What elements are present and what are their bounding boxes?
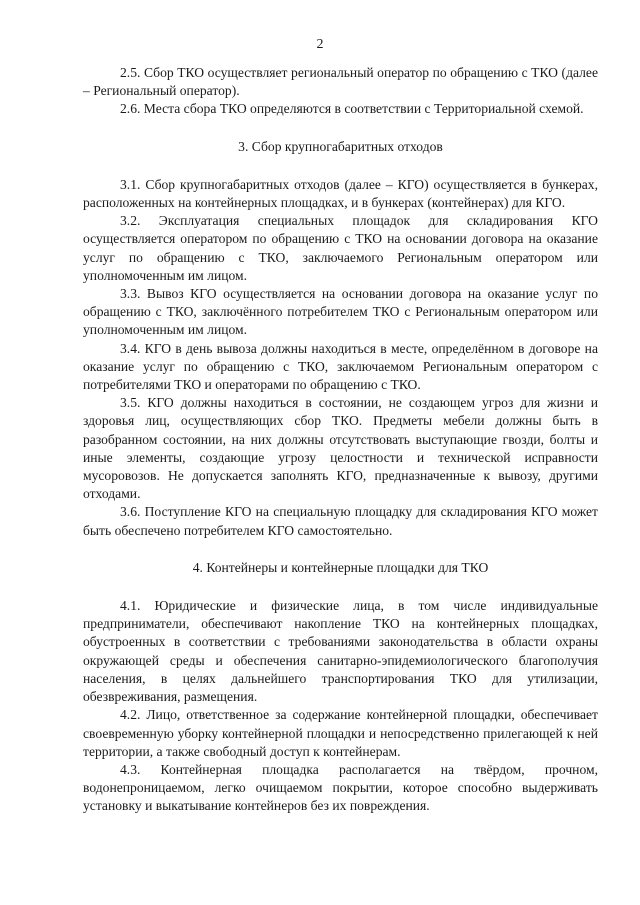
document-body <box>83 64 598 816</box>
page-number: 2 <box>316 37 324 52</box>
paragraph-4-1: 4.1. Юридические и физические лица, в том числе индивидуальные предприниматели, обеспечивают накопление ТКО на контейнерных площадках, обустроенных в соответствии с требованиями законодательства в области охраны окружающей среды и обеспечения санитарно-эпидемиологического благополучия населения, в целях дальнейшего транспортирования ТКО для утилизации, обезвреживания, размещения. <box>83 598 598 705</box>
paragraph-3-5: 3.5. КГО должны находиться в состоянии, не создающем угроз для жизни и здоровья лиц, осуществляющих сбор ТКО. Предметы мебели должны быть в разобранном состоянии, на них должны отсутствовать выступающие гвозди, болты и иные элементы, создающие угрозу целостности и технической исправности мусоровозов. Не допускается заполнять КГО, предназначенные к вывозу, другими отходами. <box>83 395 598 502</box>
paragraph-4-2: 4.2. Лицо, ответственное за содержание контейнерной площадки, обеспечивает своевременную уборку контейнерной площадки и непосредственно прилегающей к ней территории, а также свободный доступ к контейнерам. <box>83 707 598 759</box>
section-3-title: 3. Сбор крупногабаритных отходов <box>238 138 443 154</box>
paragraph-3-2: 3.2. Эксплуатация специальных площадок для складирования КГО осуществляется оператором по обращению с ТКО на основании договора на оказание услуг по обращению с ТКО, заключаемого Региональным оператором или уполномоченным им лицом. <box>83 213 598 283</box>
paragraph-2-5: 2.5. Сбор ТКО осуществляет региональный оператор по обращению с ТКО (далее – Региональный оператор). <box>83 65 598 99</box>
paragraph-3-3: 3.3. Вывоз КГО осуществляется на основании договора на оказание услуг по обращению с ТКО, заключённого потребителем ТКО с Региональным оператором или уполномоченным им лицом. <box>83 286 598 338</box>
paragraph-3-4: 3.4. КГО в день вывоза должны находиться в месте, определённом в договоре на оказание услуг по обращению с ТКО, заключаемом Региональным оператором с потребителями ТКО и операторами по обращению с ТКО. <box>83 340 598 393</box>
paragraph-3-6: 3.6. Поступление КГО на специальную площадку для складирования КГО может быть обеспечено потребителем КГО самостоятельно. <box>83 504 598 538</box>
paragraph-4-3: 4.3. Контейнерная площадка располагается на твёрдом, прочном, водонепроницаемом, легко очищаемом покрытии, которое способно выдерживать установку и выкатывание контейнеров без их повреждения. <box>83 761 598 814</box>
section-4-title: 4. Контейнеры и контейнерные площадки для ТКО <box>192 559 489 575</box>
paragraph-2-6: 2.6. Места сбора ТКО определяются в соответствии с Территориальной схемой. <box>120 101 584 117</box>
paragraph-3-1: 3.1. Сбор крупногабаритных отходов (далее – КГО) осуществляется в бункерах, расположенных на контейнерных площадках, и в бункерах (контейнерах) для КГО. <box>83 176 598 211</box>
